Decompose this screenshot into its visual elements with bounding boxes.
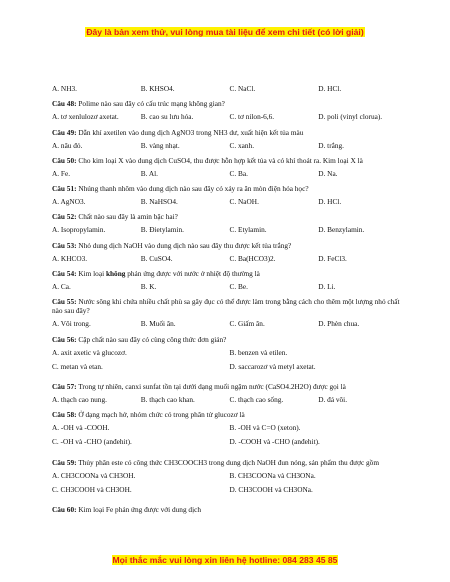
question-number: Câu 49:: [52, 127, 77, 137]
option-d: D. Li.: [318, 282, 336, 292]
option-a: A. AgNO3.: [52, 197, 86, 207]
option-c: C. xanh.: [229, 140, 255, 150]
option-a: A. thạch cao nung.: [52, 394, 107, 404]
question-59: [52, 458, 407, 499]
question-text: Kim loại Fe phản ứng được với dung dịch: [78, 504, 201, 514]
option-c: C. -OH và -CHO (anđehit).: [52, 437, 132, 447]
option-d: D. FeCl3.: [318, 253, 347, 263]
question-54: [52, 269, 407, 291]
question-number: Câu 60:: [52, 504, 77, 514]
question-number: Câu 51:: [52, 184, 77, 194]
option-b: B. thạch cao khan.: [140, 394, 195, 404]
option-b: B. Muối ăn.: [140, 319, 176, 329]
option-b: B. CuSO4.: [140, 253, 173, 263]
question-49: [52, 128, 407, 150]
question-number: Câu 58:: [52, 410, 77, 420]
question-text: Cặp chất nào sau đây có cùng công thức đơn giản?: [78, 334, 227, 344]
option-b: B. benzen và etilen.: [229, 347, 288, 357]
option-b: B. CH3COONa và CH3ONa.: [229, 470, 316, 480]
question-text: Polime nào sau đây có cấu trúc mạng không gian?: [78, 99, 225, 109]
question-number: Câu 59:: [52, 457, 77, 467]
option-b: B. vàng nhạt.: [140, 140, 180, 150]
question-52: [52, 212, 407, 234]
question-number: Câu 48:: [52, 99, 77, 109]
option-b: B. -OH và C=O (xeton).: [229, 423, 301, 433]
question-57: [52, 382, 407, 404]
option-c: C. Ba(HCO3)2.: [229, 253, 276, 263]
option-b: B. cao su lưu hóa.: [140, 112, 194, 122]
option-d: D. Phèn chua.: [318, 319, 360, 329]
question-number: Câu 54:: [52, 269, 77, 279]
preview-banner: Đây là bản xem thử, vui lòng mua tài liệu để xem chi tiết (có lời giải): [86, 27, 364, 37]
option-a: A. CH3COONa và CH3OH.: [52, 470, 136, 480]
question-text: Nhỏ dung dịch NaOH vào dung dịch nào sau đây thu được kết tủa trắng?: [78, 240, 292, 250]
option-c: C. metan và etan.: [52, 361, 103, 371]
option-d: D. trắng.: [318, 140, 344, 150]
question-number: Câu 50:: [52, 155, 77, 165]
option-a: A. axit axetic và glucozơ.: [52, 347, 127, 357]
option-a: A. tơ xenlulozơ axetat.: [52, 112, 119, 122]
option-b: B. NaHSO4.: [140, 197, 178, 207]
question-text: Nước sông khi chứa nhiều chất phù sa gây đục có thể được làm trong bằng cách cho thêm một lượng nhỏ chất nào sau đây?: [52, 297, 400, 316]
question-60: [52, 505, 407, 514]
option-a: A. NH3.: [52, 84, 77, 93]
option-c: C. Etylamin.: [229, 225, 267, 235]
question-list: [52, 84, 407, 520]
question-50: [52, 156, 407, 178]
question-number: Câu 52:: [52, 212, 77, 222]
question-55: [52, 297, 407, 328]
option-c: C. Be.: [229, 282, 248, 292]
question-48: [52, 99, 407, 121]
option-a: A. Isopropylamin.: [52, 225, 106, 235]
question-text: Cho kim loại X vào dung dịch CuSO4, thu được hỗn hợp kết tủa và có khí thoát ra. Kim loại X là: [78, 155, 363, 165]
option-a: A. nâu đỏ.: [52, 140, 83, 150]
question-number: Câu 57:: [52, 381, 77, 391]
option-d: D. poli (vinyl clorua).: [318, 112, 383, 122]
question-number: Câu 55:: [52, 297, 77, 307]
option-a: A. KHCO3.: [52, 253, 88, 263]
option-d: D. đá vôi.: [318, 394, 348, 404]
option-c: C. thạch cao sống.: [229, 394, 284, 404]
question-text-end: phản ứng được với nước ở nhiệt độ thường là: [125, 269, 260, 279]
question-47-options: [52, 84, 407, 93]
question-number: Câu 53:: [52, 240, 77, 250]
option-d: D. Na.: [318, 168, 338, 178]
option-c: C. Giấm ăn.: [229, 319, 265, 329]
option-c: C. NaCl.: [229, 84, 256, 93]
option-a: A. -OH và -COOH.: [52, 423, 110, 433]
hotline-banner: Mọi thắc mắc vui lòng xin liên hệ hotline: 084 283 45 85: [112, 555, 338, 565]
option-b: B. Đietylamin.: [140, 225, 184, 235]
option-b: B. KHSO4.: [140, 84, 175, 93]
option-c: C. CH3COOH và CH3OH.: [52, 484, 132, 494]
option-d: D. Benzylamin.: [318, 225, 365, 235]
question-text: Nhúng thanh nhôm vào dung dịch nào sau đây có xảy ra ăn mòn điện hóa học?: [78, 184, 309, 194]
option-d: D. saccarozơ và metyl axetat.: [229, 361, 316, 371]
option-d: D. -COOH và -CHO (anđehit).: [229, 437, 320, 447]
question-text: Dẫn khí axetilen vào dung dịch AgNO3 trong NH3 dư, xuất hiện kết tủa màu: [78, 127, 304, 137]
question-51: [52, 184, 407, 206]
option-c: C. tơ nilon-6,6.: [229, 112, 275, 122]
option-b: B. K.: [140, 282, 157, 292]
question-text: Ở dạng mạch hở, nhóm chức có trong phân tử glucozơ là: [78, 410, 245, 420]
question-56: [52, 335, 407, 376]
question-text: Trong tự nhiên, canxi sunfat tồn tại dưới dạng muối ngậm nước (CaSO4.2H2O) được gọi là: [78, 381, 346, 391]
option-a: A. Fe.: [52, 168, 71, 178]
option-b: B. Al.: [140, 168, 158, 178]
option-d: D. HCl.: [318, 197, 342, 207]
question-text: Chất nào sau đây là amin bậc hai?: [78, 212, 178, 222]
option-a: A. Vôi trong.: [52, 319, 91, 329]
option-d: D. HCl.: [318, 84, 342, 93]
question-text-emphasis: không: [105, 269, 126, 279]
option-c: C. NaOH.: [229, 197, 259, 207]
question-53: [52, 241, 407, 263]
question-text-start: Kim loại: [78, 269, 106, 279]
option-c: C. Ba.: [229, 168, 248, 178]
option-a: A. Ca.: [52, 282, 71, 292]
question-number: Câu 56:: [52, 334, 77, 344]
question-58: [52, 410, 407, 451]
question-text: Thủy phân este có công thức CH3COOCH3 trong dung dịch NaOH đun nóng, sản phẩm thu được gồm: [78, 457, 379, 467]
option-d: D. CH3COOH và CH3ONa.: [229, 484, 313, 494]
